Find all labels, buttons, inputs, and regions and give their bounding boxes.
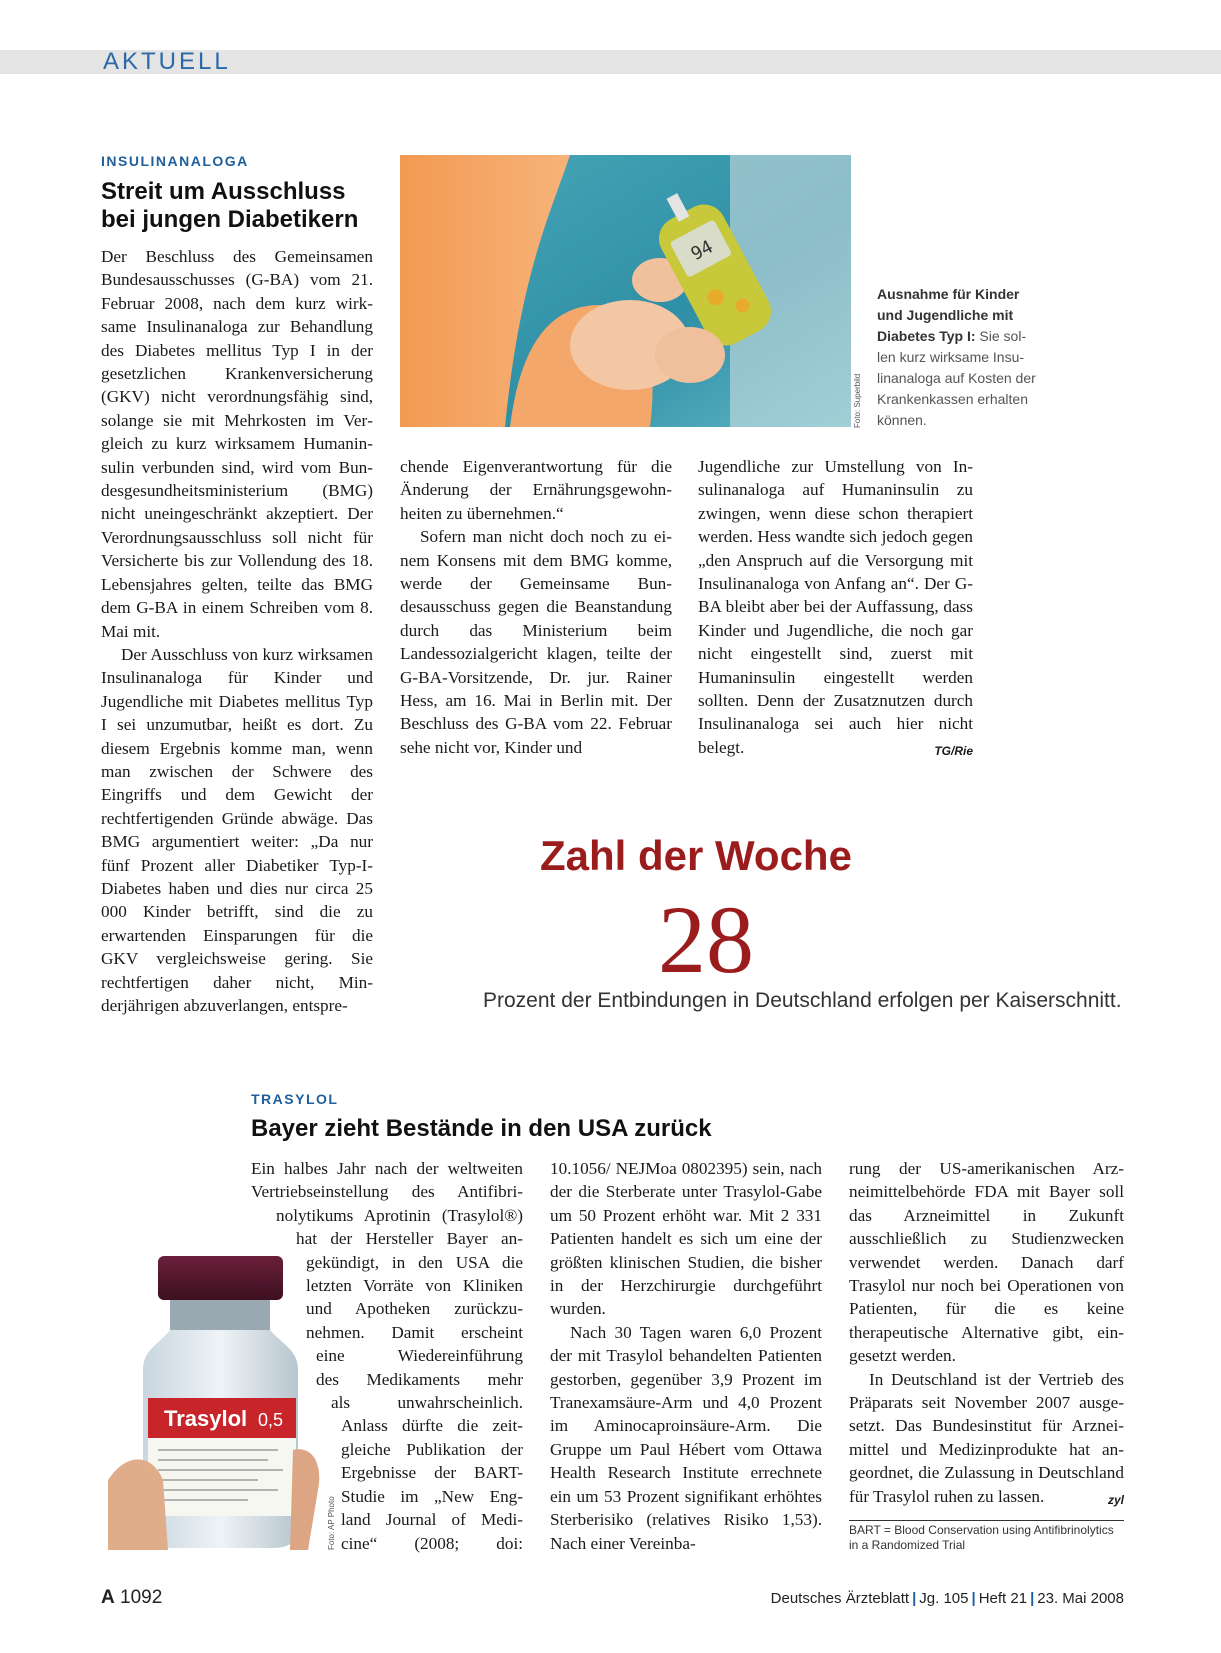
article2-signature: zyl [1107, 1492, 1124, 1507]
article2-paragraph: rung der US-amerikanischen Arzneimittelbehörde FDA mit Bayer soll das Arzneimittel in Zukunft ausschließlich zu Studienzwecken verwendet werden. Danach darf Trasylol nur noch bei Operationen von Patienten, für die es keine therapeutische Alternative gibt, eingesetzt werden. [849, 1159, 1124, 1366]
article2-column-1-line: und Apotheken zurückzu- [306, 1299, 523, 1319]
article1-paragraph: chende Eigenverantwortung für die Änderung der Ernährungsgewohnheiten zu übernehmen.“ [400, 457, 672, 523]
article2-column-1-line: Vertriebseinstellung des Antifibri- [251, 1182, 523, 1202]
article1-col3-text: Jugendliche zur Umstellung von Insulinanaloga auf Humaninsulin zu zwingen, wenn diese schon therapiert werden. Hess wandte sich jedoch gegen „den Anspruch auf die Versorgung mit Insulinanaloga von Anfang an“. Der G-BA bleibt aber bei der Auffassung, dass Kinder und Jugendliche, die noch gar nicht eingestellt sind, zuerst mit Humaninsulin eingestellt werden sollten. Denn der Zusatznutzen durch Insulinanaloga sei auch hier nicht belegt. [698, 457, 973, 757]
article1-paragraph: Sofern man nicht doch noch zu einem Konsens mit dem BMG komme, werde der Gemeinsame Bundesausschuss gegen die Beanstandung durch das Ministerium beim Landessozialgericht klagen, teilte der G-BA-Vorsitzende, Dr. jur. Rainer Hess, am 16. Mai in Berlin mit. Der Beschluss des G-BA vom 22. Februar sehe nicht vor, Kinder und [400, 527, 672, 757]
vial-label-text: Trasylol [164, 1406, 248, 1431]
zahl-der-woche-title: Zahl der Woche [540, 832, 852, 879]
journal-volume: Jg. 105 [919, 1590, 969, 1607]
article1-headline-line2: bei jungen Diabetikern [101, 206, 359, 233]
article2-column-1-line: Ein halbes Jahr nach der weltweiten [251, 1159, 523, 1178]
article1-paragraph: Der Beschluss des Gemeinsamen Bundesausschusses (G-BA) vom 21. Februar 2008, nach dem kurz wirksame Insulinanaloga zur Behandlung des Diabetes mellitus Typ I in der gesetzlichen Krankenversicherung (GKV) nicht verordnungsfähig sind, solange sie mit Mehrkosten im Vergleich zu kurz wirksamem Humaninsulin verbunden sind, wird vom Bundesgesundheitsministerium (BMG) nicht uneingeschränkt akzeptiert. Der Verordnungsausschluss soll nicht für Versicherte bis zur Vollendung des 18. Lebensjahres gelten, teilte das BMG dem G-BA in einem Schreiben vom 8. Mai mit. [101, 247, 373, 641]
article2-column-1-lines [251, 1157, 523, 1555]
article1-signature: TG/Rie [934, 743, 973, 758]
article2-column-1-line: des Medikaments mehr [316, 1369, 523, 1389]
article1-paragraph: Der Ausschluss von kurz wirksamen Insulinanaloga für Kinder und Jugendliche mit Diabetes mellitus Typ I sei unzumutbar, heißt es dort. Zu diesem Ergebnis komme man, wenn man zwischen der Schwere des Eingriffs und dem Gewicht der rechtfertigenden Gründe abwäge. Das BMG argumentiert weiter: „Da nur fünf Prozent aller Diabetiker Typ-I-Diabetes haben und dies nur circa 25 000 Kinder betrifft, sind die zu erwartenden Einsparungen für die GKV vergleichsweise gering. Sie rechtfertigen daher nicht, Minderjährigen abzuverlangen, entspre- [101, 644, 373, 1015]
photo-caption-1 [877, 284, 1037, 431]
photo-credit-2: Foto: AP Photo [327, 1496, 336, 1550]
article1-column-1 [101, 245, 373, 1017]
article2-column-1-line: land Journal of Medi- [341, 1510, 523, 1530]
article2-headline: Bayer zieht Bestände in den USA zurück [251, 1115, 712, 1142]
vial-dose-text: 0,5 [258, 1410, 284, 1430]
article2-column-1-line: cine“ (2008; doi: [341, 1533, 523, 1553]
footnote-rule [849, 1520, 1124, 1521]
meter-display-text: 94 [687, 236, 717, 266]
photo-credit-1: Foto: Superbild [853, 373, 862, 428]
article2-column-1-line: gekündigt, in den USA die [306, 1252, 523, 1272]
article2-column-1-line: gleiche Publikation der [341, 1439, 523, 1459]
journal-issue: Heft 21 [978, 1590, 1028, 1607]
article2-column-1-line: letzten Vorräte von Kliniken [306, 1276, 523, 1296]
article1-column-3 [698, 455, 973, 763]
page-number-value: 1092 [120, 1587, 163, 1608]
article2-column-1-line: Studie im „New Eng- [341, 1486, 523, 1506]
page-number [101, 1587, 162, 1609]
article2-column-1-line: hat der Hersteller Bayer an- [296, 1229, 523, 1249]
article1-headline [101, 178, 371, 234]
section-label: AKTUELL [103, 48, 231, 75]
article2-column-1-line: als unwahrscheinlich. [331, 1393, 523, 1413]
article2-paragraph: 10.1056/ NEJMoa 0802395) sein, nach der die Sterberate unter Trasylol-Gabe um 50 Prozent erhöht war. Mit 2 331 Patienten handelt es sich um eine der größten klinischen Studien, die bisher in der Herzchirurgie durchgeführt wurden. [550, 1159, 822, 1319]
article2-column-2 [550, 1157, 822, 1555]
article2-column-1-line: nehmen. Damit erscheint [306, 1322, 523, 1342]
article1-headline-line1: Streit um Ausschluss [101, 178, 346, 205]
zahl-der-woche-number: 28 [658, 886, 754, 993]
child-glucose-meter-illustration [400, 155, 851, 427]
diabetes-photo [400, 155, 851, 427]
zahl-der-woche-text: Prozent der Entbindungen in Deutschland erfolgen per Kaiserschnitt. [483, 989, 1122, 1012]
caption-text: Sie sollen kurz wirksame Insulinanaloga auf Kosten der Krankenkassen erhalten können. [877, 328, 1036, 428]
journal-date: 23. Mai 2008 [1037, 1590, 1124, 1607]
page-prefix: A [101, 1587, 115, 1608]
article2-kicker: TRASYLOL [251, 1091, 339, 1107]
article2-col3-text: In Deutschland ist der Vertrieb des Präparats seit November 2007 ausgesetzt. Das Bundesinstitut für Arzneimittel und Medizinprodukte hat angeordnet, die Zulassung in Deutschland für Trasylol ruhen zu lassen. [849, 1369, 1124, 1506]
journal-name: Deutsches Ärzteblatt [770, 1590, 910, 1607]
article2-column-1-line: eine Wiedereinführung [316, 1346, 523, 1366]
article2-column-3 [849, 1157, 1124, 1512]
caption-bold: Ausnahme für Kinder und Jugendliche mit Diabetes Typ I: [877, 286, 1020, 344]
article2-column-1 [251, 1157, 523, 1555]
article1-column-2 [400, 455, 672, 759]
article2-column-1-line: nolytikums Aprotinin (Trasylol®) [276, 1205, 523, 1225]
footer-journal-info: Deutsches Ärzteblatt | Jg. 105 | Heft 21 | 23. Mai 2008 [770, 1590, 1124, 1607]
article2-paragraph [849, 1368, 1124, 1508]
article2-paragraph: Nach 30 Tagen waren 6,0 Prozent der mit Trasylol behandelten Patienten gestorben, gegenüber 3,9 Prozent im Tranexamsäure-Arm und 4,0 Prozent im Aminocaproinsäure-Arm. Die Gruppe um Paul Hébert vom Ottawa Health Research Institute errechnete ein um 53 Prozent signifikant erhöhtes Sterberisiko (relatives Risiko 1,53). Nach einer Vereinba- [550, 1322, 822, 1553]
article1-paragraph [698, 455, 973, 759]
article2-footnote: BART = Blood Conservation using Antifibrinolytics in a Randomized Trial [849, 1523, 1114, 1552]
article1-kicker: INSULINANALOGA [101, 153, 249, 169]
article2-column-1-line: Anlass dürfte die zeit- [341, 1416, 523, 1436]
article2-column-1-line: Ergebnisse der BART- [341, 1463, 523, 1483]
